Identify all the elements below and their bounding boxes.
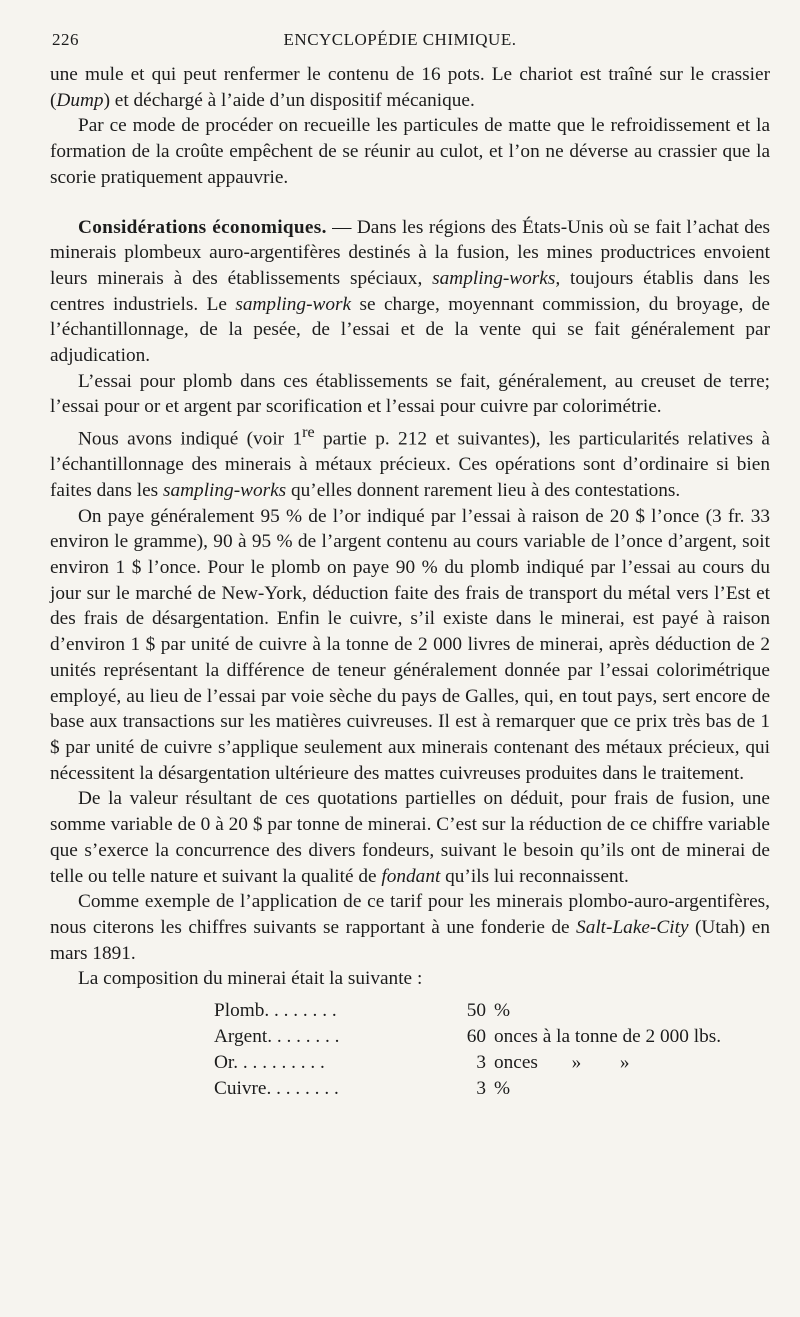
unit: % — [494, 1078, 511, 1100]
element-name: Plomb. . . . . . . . — [214, 1000, 337, 1022]
italic-term: Dump — [56, 89, 104, 111]
unit: % — [494, 1000, 511, 1022]
section-paragraph: Considérations économiques. — Dans les régions des États-Unis où se fait l’achat des minerais plombeux auro-argentifères destinés à la fusion, les mines productrices envoient leurs minerais à des établissements spéciaux, sampling-works, toujours établis dans les centres industriels. Le sampling-work se charge, moyennant commission, du broyage, de l’échantillonnage, de la pesée, de l’essai et de la vente qui se fait généralement par adjudication. — [50, 216, 771, 367]
superscript: re — [302, 424, 315, 442]
table-row — [214, 1050, 770, 1076]
table-row — [214, 1076, 770, 1102]
quantity: 3 — [476, 1052, 486, 1074]
quantity: 60 — [466, 1026, 486, 1048]
italic-term: fondant — [381, 865, 441, 887]
paragraph: La composition du minerai était la suivante : — [78, 968, 423, 990]
element-name: Cuivre. . . . . . . . — [214, 1078, 339, 1100]
paragraph: De la valeur résultant de ces quotations partielles on déduit, pour frais de fusion, une somme variable de 0 à 20 $ par tonne de minerai. C’est sur la réduction de ce chiffre variable que s’exerce la concurrence des divers fondeurs, suivant le besoin qu’ils ont de minerai de telle ou telle nature et suivant la qualité de fondant qu’ils lui reconnaissent. — [50, 788, 770, 887]
composition-table — [214, 998, 770, 1102]
italic-term: sampling-works, — [432, 267, 561, 289]
paragraph: une mule et qui peut renfermer le contenu de 16 pots. Le chariot est traîné sur le crassier (Dump) et déchargé à l’aide d’un dispositif mécanique. — [50, 64, 770, 111]
paragraph: On paye généralement 95 % de l’or indiqué par l’essai à raison de 20 $ l’once (3 fr. 33 environ le gramme), 90 à 95 % de l’argent contenu au cours variable de l’once d’argent, soit environ 1 $ l’once. Pour le plomb on paye 90 % du plomb indiqué par l’essai au cours du jour sur le marché de New-York, déduction faite des frais de transport du métal vers l’Est et des frais de désargentation. Enfin le cuivre, s’il existe dans le minerai, est payé à raison d’environ 1 $ par unité de cuivre à la tonne de 2 000 livres de minerai, après déduction de 2 unités représentant la différence de teneur généralement donnée par l’essai colorimétrique employé, au lieu de l’essai par voie sèche du pays de Galles, qui, en tout pays, sert encore de base aux transactions sur les matières cuivreuses. Il est à remarquer que ce prix très bas de 1 $ par unité de cuivre s’applique seulement aux minerais contenant des métaux précieux, qui nécessitent la désargentation ultérieure des mattes cuivreuses produites dans le traitement. — [50, 505, 770, 784]
page-number: 226 — [52, 30, 79, 49]
paragraph: Nous avons indiqué (voir 1re partie p. 212 et suivantes), les particularités relatives à l’échantillonnage des minerais à métaux précieux. Ces opérations sont d’ordinaire si bien faites dans les sampling-works qu’elles donnent rarement lieu à des contestations. — [50, 424, 770, 501]
page-body — [50, 62, 770, 1102]
element-name: Or. . . . . . . . . . — [214, 1052, 325, 1074]
page-header — [52, 30, 748, 52]
unit: onces » » — [494, 1052, 630, 1074]
italic-term: sampling-work — [235, 293, 352, 315]
italic-term: sampling-works — [162, 479, 287, 501]
unit: onces à la tonne de 2 000 lbs. — [494, 1026, 722, 1048]
element-name: Argent. . . . . . . . — [214, 1026, 340, 1048]
table-row — [214, 1024, 770, 1050]
paragraph: Par ce mode de procéder on recueille les particules de matte que le refroidissement et la formation de la croûte empêchent de se réunir au culot, et l’on ne déverse au crassier que la scorie pratiquement appauvrie. — [50, 115, 770, 188]
paragraph: L’essai pour plomb dans ces établissements se fait, généralement, au creuset de terre; l’essai pour or et argent par scorification et l’essai pour cuivre par colorimétrie. — [50, 370, 770, 418]
quantity: 3 — [476, 1078, 486, 1100]
table-row — [214, 998, 770, 1024]
section-title: Considérations économiques. — [78, 216, 327, 238]
paragraph: Comme exemple de l’application de ce tarif pour les minerais plombo-auro-argentifères, nous citerons les chiffres suivants se rapportant à une fonderie de Salt-Lake-City (Utah) en mars 1891. — [50, 891, 770, 964]
running-title: ENCYCLOPÉDIE CHIMIQUE. — [283, 30, 517, 49]
italic-term: Salt-Lake-City — [576, 916, 689, 938]
quantity: 50 — [466, 1000, 486, 1022]
